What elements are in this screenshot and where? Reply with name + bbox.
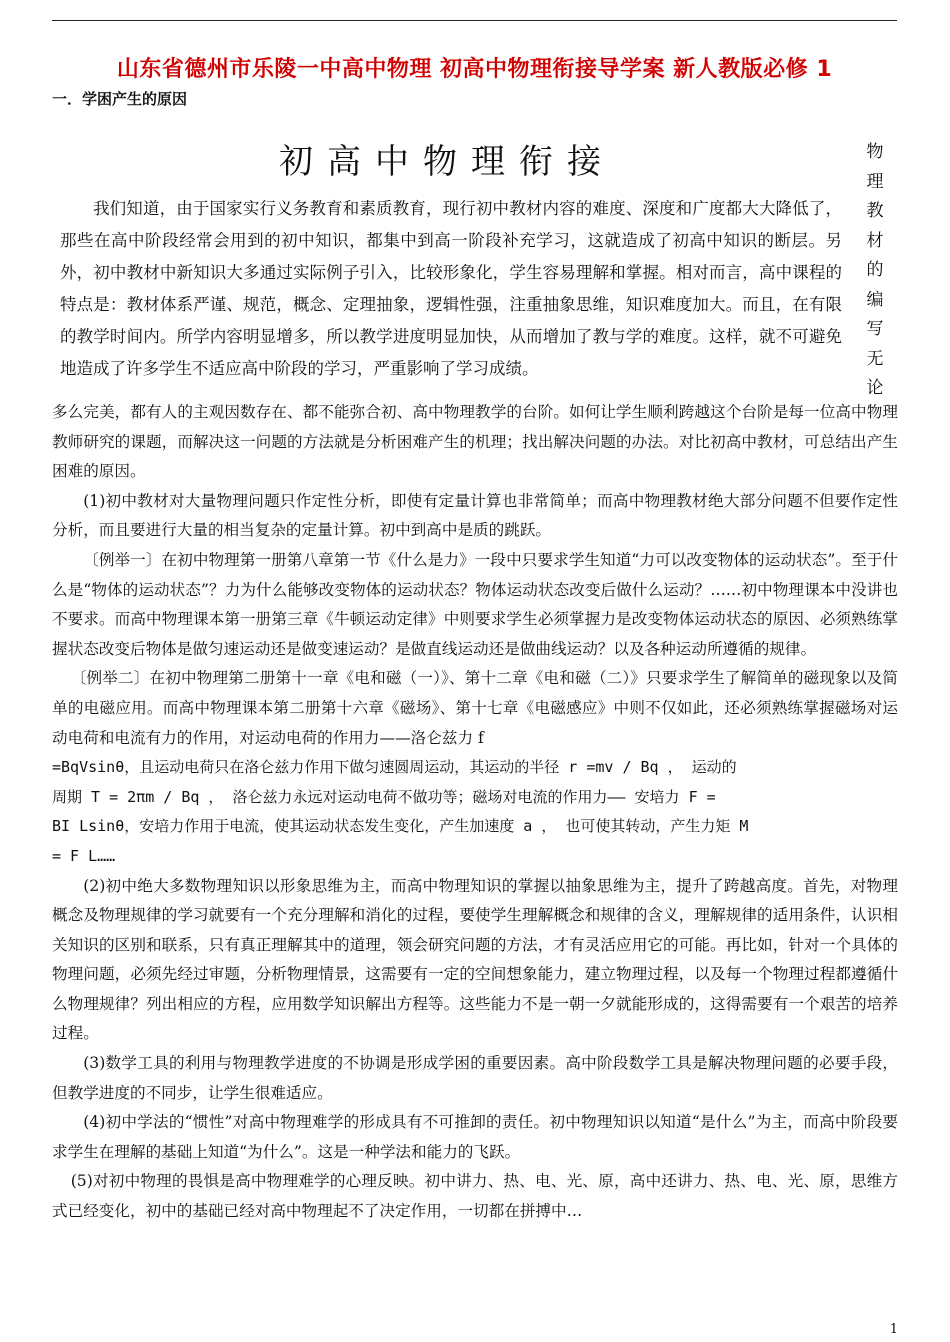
- vertical-char: 无: [866, 348, 884, 369]
- scanned-excerpt: [52, 128, 842, 390]
- formula-line: 周期 T = 2πm / Bq ， 洛仑兹力永远对运动电荷不做功等；磁场对电流的作用力—— 安培力 F =: [52, 787, 716, 806]
- example-2-text: 〔例举二〕在初中物理第二册第十一章《电和磁（一）》、第十二章《电和磁（二）》只要求学生了解简单的磁现象以及简单的电磁应用。而高中物理课本第二册第十六章《磁场》、第十七章《电磁感应》中则不仅如此，还必须熟练掌握磁场对运动电荷和电流有力的作用，对运动电荷的作用力——洛仑兹力 f: [52, 669, 898, 747]
- paragraph-continuation: 多么完美，都有人的主观因数存在、都不能弥合初、高中物理教学的台阶。如何让学生顺利跨越这个台阶是每一位高中物理教师研究的课题，而解决这一问题的方法就是分析困难产生的机理；找出解决问题的办法。对比初高中教材，可总结出产生困难的原因。: [52, 403, 898, 481]
- paragraph-reason-3: (3)数学工具的利用与物理教学进度的不协调是形成学困的重要因素。高中阶段数学工具是解决物理问题的必要手段，但教学进度的不同步，让学生很难适应。: [52, 1054, 898, 1102]
- vertical-char: 理: [866, 171, 884, 192]
- formula-line: BI Lsinθ，安培力作用于电流，使其运动状态发生变化，产生加速度 a ， 也可使其转动，产生力矩 M: [52, 817, 749, 836]
- body-text: [52, 398, 898, 1227]
- vertical-char: 物: [866, 142, 884, 162]
- paragraph-reason-2: (2)初中绝大多数物理知识以形象思维为主，而高中物理知识的掌握以抽象思维为主，提升了跨越高度。首先，对物理概念及物理规律的学习就要有一个充分理解和消化的过程，要使学生理解概念和规律的含义，理解规律的适用条件，认识相关知识的区别和联系，只有真正理解其中的道理，领会研究问题的方法，才有灵活应用它的可能。再比如，针对一个具体的物理问题，必须先经过审题，分析物理情景，这需要有一定的空间想象能力，建立物理过程，以及每一个物理过程都遵循什么物理规律？列出相应的方程，应用数学知识解出方程等。这些能力不是一朝一夕就能形成的，这得需要有一个艰苦的培养过程。: [52, 876, 898, 1043]
- vertical-text: [860, 138, 890, 404]
- vertical-char: 的: [866, 260, 884, 280]
- vertical-char: 材: [866, 230, 884, 251]
- page-number: 1: [889, 1322, 898, 1337]
- top-rule: [52, 20, 897, 21]
- formula-line: = F L……: [52, 846, 116, 865]
- scanned-excerpt-text: 我们知道，由于国家实行义务教育和素质教育，现行初中教材内容的难度、深度和广度都大大降低了，那些在高中阶段经常会用到的初中知识，都集中到高一阶段补充学习，这就造成了初高中知识的断层。另外，初中教材中新知识大多通过实际例子引入，比较形象化，学生容易理解和掌握。相对而言，高中课程的特点是：教材体系严谨、规范，概念、定理抽象，逻辑性强，注重抽象思维，知识难度加大。而且，在有限的教学时间内。所学内容明显增多，所以教学进度明显加快，从而增加了教与学的难度。这样，就不可避免地造成了许多学生不适应高中阶段的学习，严重影响了学习成绩。: [60, 199, 842, 378]
- paragraph-reason-5: (5)对初中物理的畏惧是高中物理难学的心理反映。初中讲力、热、电、光、原，高中还讲力、热、电、光、原，思维方式已经变化，初中的基础已经对高中物理起不了决定作用，一切都在拼搏中…: [52, 1172, 898, 1221]
- vertical-char: 写: [866, 319, 884, 339]
- vertical-char: 论: [866, 378, 884, 398]
- paragraph-reason-1: (1)初中教材对大量物理问题只作定性分析，即使有定量计算也非常简单；而高中物理教材绝大部分问题不但要作定性分析，而且要进行大量的相当复杂的定量计算。初中到高中是质的跳跃。: [52, 491, 898, 540]
- formula-line: =BqVsinθ，且运动电荷只在洛仑兹力作用下做匀速圆周运动，其运动的半径 r =mv / Bq ， 运动的: [52, 758, 737, 777]
- paragraph-example-1: 〔例举一〕在初中物理第一册第八章第一节《什么是力》一段中只要求学生知道“力可以改变物体的运动状态”。至于什么是“物体的运动状态”？力为什么能够改变物体的运动状态？物体运动状态改变后做什么运动？……初中物理课本中没讲也不要求。而高中物理课本第一册第三章《牛顿运动定律》中则要求学生必须掌握力是改变物体运动状态的原因、必须熟练掌握状态改变后物体是做匀速运动还是做变速运动？是做直线运动还是做曲线运动？以及各种运动所遵循的规律。: [52, 550, 898, 658]
- paragraph-reason-4: (4)初中学法的“惯性”对高中物理难学的形成具有不可推卸的责任。初中物理知识以知道“是什么”为主，而高中阶段要求学生在理解的基础上知道“为什么”。这是一种学法和能力的飞跃。: [52, 1113, 898, 1161]
- vertical-char: 教: [866, 201, 884, 221]
- document-title: 山东省德州市乐陵一中高中物理 初高中物理衔接导学案 新人教版必修 1: [116, 57, 833, 82]
- vertical-char: 编: [866, 289, 884, 310]
- section-heading: 一．学困产生的原因: [52, 90, 188, 108]
- scanned-excerpt-title: 初高中物理衔接: [279, 142, 615, 182]
- paragraph-example-2: [52, 664, 898, 871]
